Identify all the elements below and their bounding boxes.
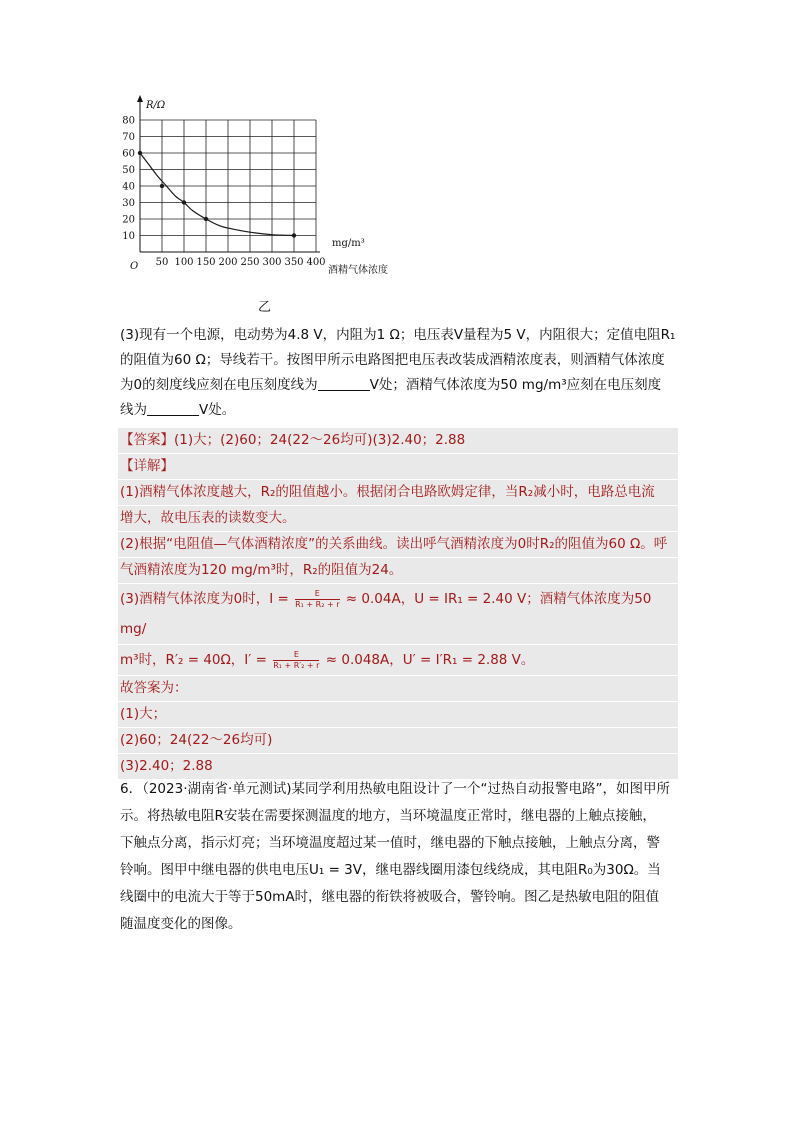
- answer-block: [118, 428, 678, 779]
- answer-line: (2)60；24(22～26均可): [118, 728, 678, 754]
- q6-line: 铃响。图甲中继电器的供电电压U₁ = 3V，继电器线圈用漆包线绕成，其电阻R₀为30Ω。当: [120, 862, 661, 878]
- answer-formula-line: [118, 584, 678, 645]
- x-tick-label: 350: [284, 257, 304, 268]
- answer-line: (1)酒精气体浓度越大，R₂的阻值越小。根据闭合电路欧姆定律，当R₂减小时，电路总电流: [118, 480, 678, 506]
- data-point: [292, 233, 296, 237]
- y-tick-label: 30: [122, 198, 135, 209]
- fraction: [273, 650, 319, 671]
- x-axis-label: 酒精气体浓度: [328, 265, 388, 276]
- fraction: [295, 589, 339, 610]
- y-tick-label: 10: [122, 231, 135, 242]
- question-6: [120, 776, 680, 938]
- q6-line: 线圈中的电流大于等于50mA时，继电器的衔铁将被吸合，警铃响。图乙是热敏电阻的阻值: [120, 889, 660, 905]
- y-axis-arrow: [137, 95, 143, 102]
- q6-line: 随温度变化的图像。: [120, 916, 242, 932]
- x-tick-label: 250: [240, 257, 260, 268]
- answer-line: 气酒精浓度为120 mg/m³时，R₂的阻值为24。: [118, 558, 678, 584]
- formula-text: ≈ 0.048A，U′ = I′R₁ = 2.88 V。: [321, 652, 535, 668]
- y-tick-label: 40: [122, 181, 135, 193]
- x-tick-label: 100: [174, 257, 194, 268]
- y-tick-label: 70: [122, 132, 135, 143]
- answer-formula-line: [118, 645, 678, 676]
- answer-line: 故答案为：: [118, 676, 678, 702]
- question-3: [120, 323, 680, 423]
- q3-line: 的阻值为60 Ω；导线若干。按图甲所示电路图把电压表改装成酒精浓度表，则酒精气体浓度: [120, 352, 665, 368]
- data-point: [204, 217, 208, 221]
- answer-blank: [318, 376, 370, 391]
- figure-caption: 乙: [258, 300, 272, 315]
- fraction-denominator: R₁ + R′₂ + r: [273, 660, 320, 670]
- x-tick-label: 300: [262, 257, 282, 268]
- y-tick-label: 80: [122, 115, 135, 127]
- fraction-numerator: E: [273, 650, 319, 661]
- resistance-concentration-chart: [112, 92, 432, 282]
- q3-text: 线为: [120, 402, 147, 418]
- detail-heading: 【详解】: [118, 454, 678, 480]
- x-axis-unit: mg/m³: [332, 238, 365, 249]
- x-tick-label: 150: [196, 257, 216, 268]
- q6-line: 下触点分离，指示灯亮；当环境温度超过某一值时，继电器的下触点接触，上触点分离，警: [120, 835, 660, 851]
- data-point: [182, 200, 186, 204]
- x-tick-label: 50: [155, 257, 169, 268]
- answer-line: (1)大；: [118, 702, 678, 728]
- q6-line: 6．（2023·湖南省·单元测试)某同学利用热敏电阻设计了一个“过热自动报警电路”，如图甲所: [120, 781, 671, 797]
- data-point: [160, 184, 164, 188]
- q3-text: V处；酒精气体浓度为50 mg/m³应刻在电压刻度: [369, 377, 662, 393]
- formula-text: m³时，R′₂ = 40Ω，I′ =: [120, 652, 272, 668]
- answer-blank: [147, 401, 199, 416]
- fraction-denominator: R₁ + R₂ + r: [295, 599, 340, 609]
- data-point: [138, 151, 142, 155]
- data-series-curve: [140, 153, 294, 236]
- formula-text: (3)酒精气体浓度为0时，I =: [120, 591, 294, 607]
- answer-line: 增大，故电压表的读数变大。: [118, 506, 678, 532]
- q3-line: [120, 373, 680, 398]
- y-tick-label: 50: [122, 165, 135, 176]
- q6-line: 示。将热敏电阻R安装在需要探测温度的地方，当环境温度正常时，继电器的上触点接触，: [120, 808, 656, 824]
- x-tick-labels: [156, 257, 326, 268]
- x-tick-label: 400: [306, 257, 326, 268]
- q3-text: V处。: [199, 402, 236, 418]
- y-tick-label: 20: [122, 214, 135, 226]
- q3-text: 为0的刻度线应刻在电压刻度线为: [120, 377, 318, 393]
- y-tick-label: 60: [122, 148, 135, 160]
- formula-text: ≈ 0.04A，U = IR₁ = 2.40 V；酒精气体浓度为50 mg/: [120, 591, 652, 637]
- y-axis-label: R/Ω: [146, 100, 166, 111]
- q3-line: [120, 398, 680, 423]
- origin-label: O: [130, 261, 139, 272]
- fraction-numerator: E: [295, 589, 339, 600]
- x-tick-label: 200: [218, 257, 238, 268]
- y-tick-labels: [122, 116, 135, 243]
- q3-line: (3)现有一个电源，电动势为4.8 V，内阻为1 Ω；电压表V量程为5 V，内阻很大；定值电阻R₁: [120, 327, 676, 343]
- answer-line: (3)2.40；2.88: [120, 758, 213, 774]
- answer-line: 【答案】(1)大；(2)60；24(22～26均可)(3)2.40；2.88: [118, 428, 678, 454]
- answer-line: (2)根据“电阻值—气体酒精浓度”的关系曲线。读出呼气酒精浓度为0时R₂的阻值为60 Ω。呼: [118, 532, 678, 558]
